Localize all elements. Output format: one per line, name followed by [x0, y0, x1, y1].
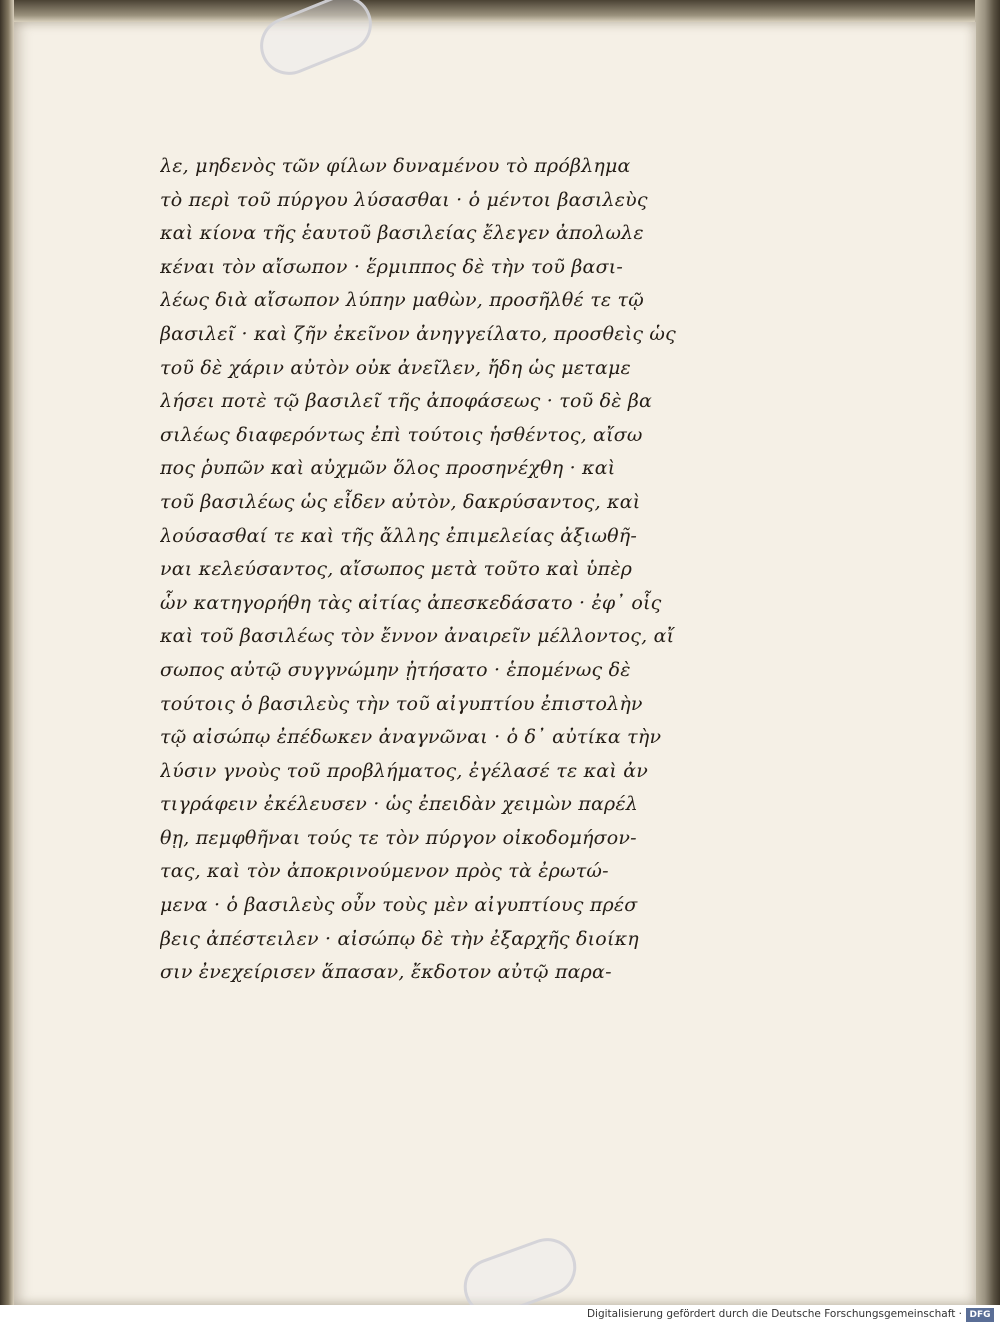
left-page-binding	[0, 0, 14, 1305]
text-line: λούσασθαί τε καὶ τῆς ἄλλης ἐπιμελείας ἀξιωθῆ-	[160, 524, 637, 547]
text-line: λε, μηδενὸς τῶν φίλων δυναμένου τὸ πρόβλημα	[160, 155, 631, 177]
text-line: βεις ἀπέστειλεν · αἰσώπῳ δὲ τὴν ἐξαρχῆς διοίκη	[160, 927, 639, 950]
text-line: σιν ἐνεχείρισεν ἅπασαν, ἔκδοτον αὐτῷ παρα-	[160, 961, 612, 984]
right-page-edges	[975, 0, 1000, 1305]
text-line: τὸ περὶ τοῦ πύργου λύσασθαι · ὁ μέντοι βασιλεὺς	[160, 188, 648, 211]
greek-text-block	[160, 150, 750, 990]
text-line: βασιλεῖ · καὶ ζῆν ἐκεῖνον ἀνηγγείλατο, προσθεὶς ὡς	[160, 322, 676, 345]
text-line: λήσει ποτὲ τῷ βασιλεῖ τῆς ἀποφάσεως · τοῦ δὲ βα	[160, 390, 653, 413]
text-line: κέναι τὸν αἴσωπον · ἕρμιππος δὲ τὴν τοῦ βασι-	[160, 255, 624, 278]
text-line: τῷ αἰσώπῳ ἐπέδωκεν ἀναγνῶναι · ὁ δ᾽ αὐτίκα τὴν	[160, 726, 662, 749]
text-line: πος ῥυπῶν καὶ αὐχμῶν ὅλος προσηνέχθη · καὶ	[160, 457, 616, 480]
text-line: ὧν κατηγορήθη τὰς αἰτίας ἀπεσκεδάσατο · ἐφ᾽ οἷς	[160, 591, 662, 614]
top-page-edge	[14, 0, 976, 22]
text-line: θῃ, πεμφθῆναι τούς τε τὸν πύργον οἰκοδομήσον-	[160, 826, 637, 849]
text-line: τας, καὶ τὸν ἀποκρινούμενον πρὸς τὰ ἐρωτώ-	[160, 860, 609, 883]
text-line: μενα · ὁ βασιλεὺς οὖν τοὺς μὲν αἰγυπτίους πρέσ	[160, 894, 638, 917]
text-line: σιλέως διαφερόντως ἐπὶ τούτοις ἡσθέντος, αἴσω	[160, 423, 643, 446]
text-line: τούτοις ὁ βασιλεὺς τὴν τοῦ αἰγυπτίου ἐπιστολὴν	[160, 692, 643, 715]
dfg-logo: DFG	[966, 1308, 994, 1322]
text-line: καὶ τοῦ βασιλέως τὸν ἔννον ἀναιρεῖν μέλλοντος, αἴ	[160, 625, 675, 648]
text-line: σωπος αὐτῷ συγγνώμην ᾐτήσατο · ἑπομένως δὲ	[160, 658, 631, 681]
text-line: λύσιν γνοὺς τοῦ προβλήματος, ἐγέλασέ τε καὶ ἀν	[160, 759, 649, 782]
text-line: τιγράφειν ἐκέλευσεν · ὡς ἐπειδὰν χειμὼν παρέλ	[160, 793, 639, 816]
text-line: καὶ κίονα τῆς ἑαυτοῦ βασιλείας ἔλεγεν ἀπολωλε	[160, 222, 644, 245]
text-line: ναι κελεύσαντος, αἴσωπος μετὰ τοῦτο καὶ ὑπὲρ	[160, 558, 633, 581]
funding-credit: Digitalisierung gefördert durch die Deutsche Forschungsgemeinschaft ·	[586, 1308, 962, 1320]
text-line: λέως διὰ αἴσωπον λύπην μαθὼν, προσῆλθέ τε τῷ	[160, 289, 644, 312]
text-line: τοῦ δὲ χάριν αὐτὸν οὐκ ἀνεῖλεν, ἤδη ὡς μεταμε	[160, 356, 631, 379]
footer-bar	[0, 1305, 1000, 1325]
text-line: τοῦ βασιλέως ὡς εἶδεν αὐτὸν, δακρύσαντος, καὶ	[160, 490, 641, 513]
